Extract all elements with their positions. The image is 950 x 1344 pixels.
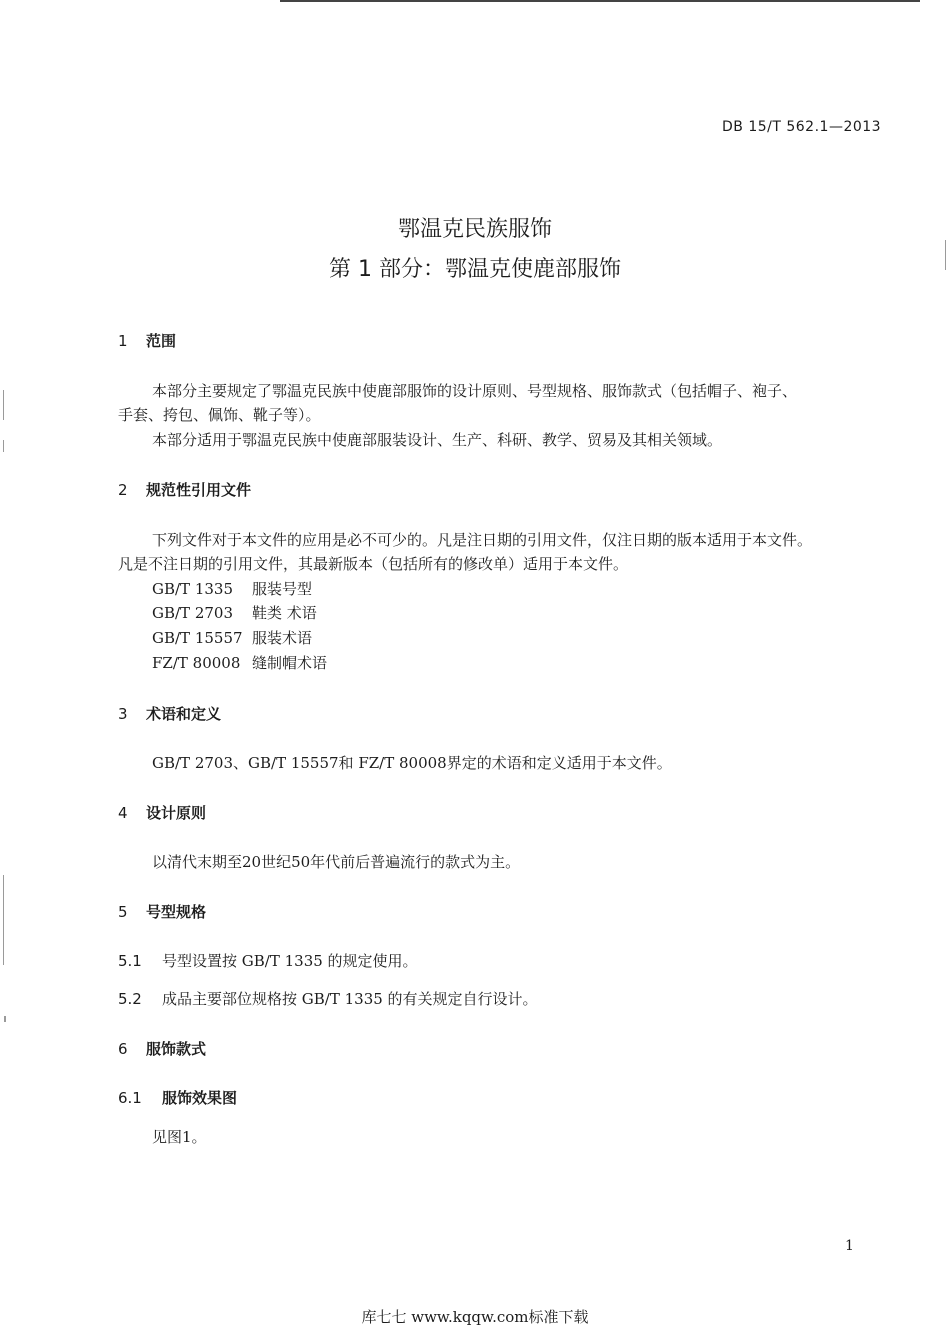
reference-code: GB/T 1335	[152, 580, 234, 598]
subsection-title: 服饰效果图	[162, 1089, 238, 1107]
reference-code: GB/T 2703	[152, 604, 234, 622]
reference-item	[152, 578, 312, 599]
reference-name: 缝制帽术语	[252, 654, 328, 672]
section-title: 范围	[146, 332, 177, 350]
paragraph: 手套、挎包、佩饰、靴子等）。	[118, 406, 321, 424]
reference-code: GB/T 15557	[152, 629, 243, 647]
subsection-6-1-heading	[118, 1087, 237, 1108]
section-number: 6	[118, 1040, 128, 1058]
section-3-heading	[118, 703, 221, 724]
section-number: 1	[118, 332, 128, 350]
reference-item	[152, 652, 327, 673]
section-number: 2	[118, 481, 128, 499]
section-title: 服饰款式	[146, 1040, 207, 1058]
scan-speck	[4, 1016, 6, 1022]
paragraph: 凡是不注日期的引用文件，其最新版本（包括所有的修改单）适用于本文件。	[118, 555, 629, 573]
paragraph: 本部分主要规定了鄂温克民族中使鹿部服饰的设计原则、号型规格、服饰款式（包括帽子、袍子、	[152, 382, 798, 400]
subsection-text: 号型设置按 GB/T 1335 的规定使用。	[162, 952, 418, 970]
subsection-5-1	[118, 950, 418, 971]
page-number: 1	[845, 1238, 854, 1254]
reference-name: 鞋类 术语	[252, 604, 317, 622]
section-title: 术语和定义	[146, 705, 222, 723]
section-6-heading	[118, 1038, 206, 1059]
subsection-text: 成品主要部位规格按 GB/T 1335 的有关规定自行设计。	[162, 990, 538, 1008]
subsection-number: 5.2	[118, 990, 142, 1008]
reference-item	[152, 602, 317, 623]
section-1-heading	[118, 330, 176, 351]
section-title: 号型规格	[146, 903, 207, 921]
paragraph: 见图1。	[152, 1128, 207, 1146]
subsection-number: 5.1	[118, 952, 142, 970]
reference-name: 服装术语	[252, 629, 313, 647]
section-title: 规范性引用文件	[146, 481, 252, 499]
section-number: 3	[118, 705, 128, 723]
section-4-heading	[118, 802, 206, 823]
reference-item	[152, 627, 312, 648]
footer-watermark: 库七七 www.kqqw.com标准下载	[361, 1308, 589, 1326]
scan-speck	[945, 240, 946, 270]
reference-code: FZ/T 80008	[152, 654, 241, 672]
document-number: DB 15/T 562.1—2013	[722, 119, 882, 135]
section-2-heading	[118, 479, 251, 500]
section-title: 设计原则	[146, 804, 207, 822]
paragraph: GB/T 2703、GB/T 15557和 FZ/T 80008界定的术语和定义适用于本文件。	[152, 754, 672, 772]
scan-speck	[3, 875, 4, 965]
subsection-5-2	[118, 988, 538, 1009]
section-number: 5	[118, 903, 128, 921]
section-5-heading	[118, 901, 206, 922]
scan-speck	[3, 390, 4, 420]
document-subtitle: 第 1 部分：鄂温克使鹿部服饰	[329, 257, 621, 282]
paragraph: 以清代末期至20世纪50年代前后普遍流行的款式为主。	[152, 853, 521, 871]
top-border-line	[280, 0, 920, 2]
reference-name: 服装号型	[252, 580, 313, 598]
document-title: 鄂温克民族服饰	[397, 217, 552, 242]
paragraph: 本部分适用于鄂温克民族中使鹿部服装设计、生产、科研、教学、贸易及其相关领域。	[152, 431, 723, 449]
paragraph: 下列文件对于本文件的应用是必不可少的。凡是注日期的引用文件，仅注日期的版本适用于本文件。	[152, 531, 813, 549]
subsection-number: 6.1	[118, 1089, 142, 1107]
section-number: 4	[118, 804, 128, 822]
scan-speck	[3, 440, 4, 452]
